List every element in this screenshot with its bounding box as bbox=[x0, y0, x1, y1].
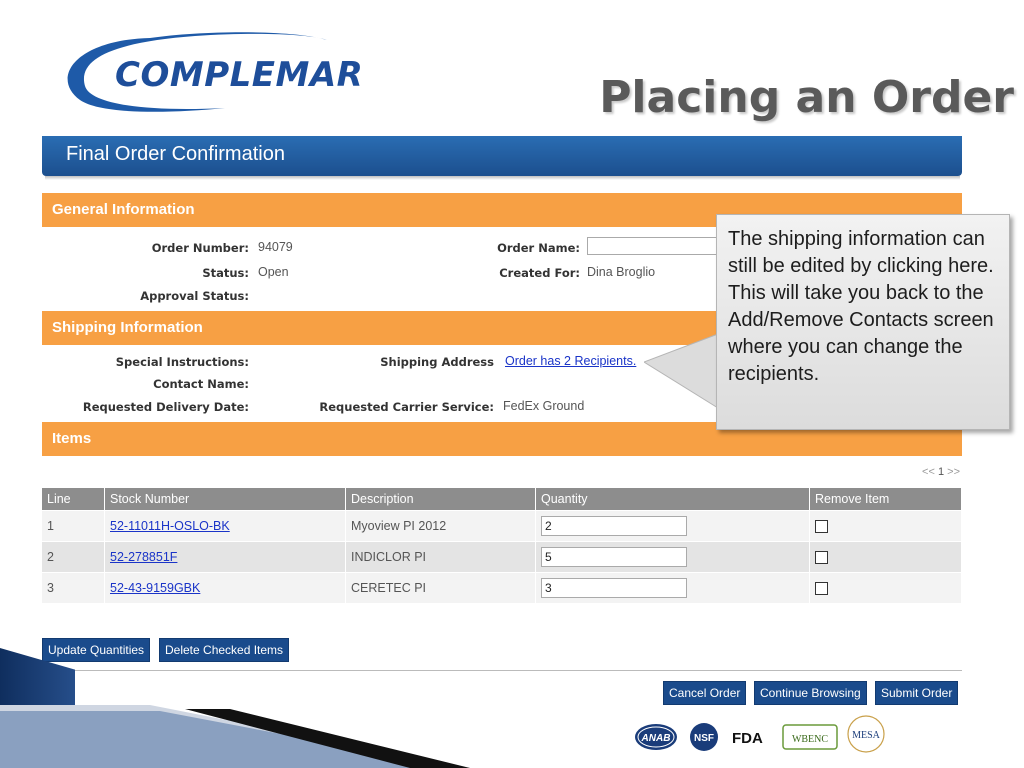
carrier-service-value: FedEx Ground bbox=[503, 399, 585, 413]
mesa-logo bbox=[846, 714, 886, 754]
order-name-label: Order Name: bbox=[497, 241, 580, 255]
special-instructions-label: Special Instructions: bbox=[115, 355, 249, 369]
remove-item-checkbox[interactable] bbox=[815, 582, 828, 595]
column-header-remove-item: Remove Item bbox=[810, 488, 962, 511]
pagination-next[interactable]: >> bbox=[947, 466, 960, 478]
callout-pointer bbox=[644, 330, 724, 410]
section-title: Shipping Information bbox=[52, 319, 203, 336]
fda-logo bbox=[730, 722, 774, 752]
logo-text: COMPLEMAR bbox=[115, 55, 364, 95]
fda-text: FDA bbox=[732, 730, 763, 747]
wbenc-logo bbox=[782, 722, 838, 752]
stock-number-link[interactable]: 52-278851F bbox=[110, 550, 178, 564]
quantity-input[interactable] bbox=[541, 578, 687, 598]
divider bbox=[42, 670, 962, 671]
nsf-text: NSF bbox=[694, 733, 714, 744]
decorative-stripe bbox=[0, 705, 470, 768]
delete-checked-items-button[interactable]: Delete Checked Items bbox=[159, 638, 289, 662]
column-header-line: Line bbox=[42, 488, 105, 511]
stock-number-link[interactable]: 52-11011H-OSLO-BK bbox=[110, 519, 230, 533]
pagination bbox=[922, 466, 960, 478]
cell-description: CERETEC PI bbox=[346, 573, 536, 604]
table-row bbox=[42, 573, 962, 604]
page-title: Final Order Confirmation bbox=[66, 143, 285, 165]
order-number-value: 94079 bbox=[258, 240, 293, 254]
mesa-text: MESA bbox=[852, 730, 880, 741]
remove-item-checkbox[interactable] bbox=[815, 520, 828, 533]
header-shadow bbox=[45, 176, 960, 180]
carrier-service-label: Requested Carrier Service: bbox=[319, 400, 494, 414]
status-value: Open bbox=[258, 265, 289, 279]
slide-title: Placing an Order bbox=[599, 72, 1014, 123]
order-name-input[interactable] bbox=[587, 237, 722, 255]
update-quantities-button[interactable]: Update Quantities bbox=[42, 638, 150, 662]
wbenc-text: WBENC bbox=[791, 734, 829, 745]
contact-name-label: Contact Name: bbox=[153, 377, 249, 391]
shipping-address-label: Shipping Address bbox=[380, 355, 494, 369]
approval-status-label: Approval Status: bbox=[140, 289, 249, 303]
section-title: Items bbox=[52, 430, 92, 447]
column-header-quantity: Quantity bbox=[536, 488, 810, 511]
table-row bbox=[42, 542, 962, 573]
cancel-order-button[interactable]: Cancel Order bbox=[663, 681, 746, 705]
items-table bbox=[42, 488, 962, 603]
nsf-logo bbox=[688, 722, 720, 752]
anab-text: ANAB bbox=[641, 733, 671, 744]
quantity-input[interactable] bbox=[541, 547, 687, 567]
quantity-input[interactable] bbox=[541, 516, 687, 536]
page-header-bar bbox=[42, 136, 962, 176]
callout-text: The shipping information can still be edited by clicking here. This will take you back to the Add/Remove Contacts screen where you can change the recipients. bbox=[728, 228, 994, 385]
status-label: Status: bbox=[202, 266, 249, 280]
requested-delivery-date-label: Requested Delivery Date: bbox=[82, 400, 249, 414]
pagination-current-page[interactable]: 1 bbox=[937, 466, 945, 478]
anab-logo bbox=[634, 722, 678, 752]
shipping-address-link[interactable]: Order has 2 Recipients. bbox=[505, 354, 637, 368]
continue-browsing-button[interactable]: Continue Browsing bbox=[754, 681, 867, 705]
cell-line: 2 bbox=[42, 542, 105, 573]
cell-line: 1 bbox=[42, 511, 105, 542]
cell-line: 3 bbox=[42, 573, 105, 604]
table-header-row bbox=[42, 488, 962, 511]
created-for-label: Created For: bbox=[499, 266, 580, 280]
column-header-description: Description bbox=[346, 488, 536, 511]
section-title: General Information bbox=[52, 201, 195, 218]
stock-number-link[interactable]: 52-43-9159GBK bbox=[110, 581, 201, 595]
column-header-stock-number: Stock Number bbox=[105, 488, 346, 511]
table-row bbox=[42, 511, 962, 542]
remove-item-checkbox[interactable] bbox=[815, 551, 828, 564]
cell-description: INDICLOR PI bbox=[346, 542, 536, 573]
pagination-prev[interactable]: << bbox=[922, 466, 935, 478]
cell-description: Myoview PI 2012 bbox=[346, 511, 536, 542]
order-number-label: Order Number: bbox=[151, 241, 249, 255]
submit-order-button[interactable]: Submit Order bbox=[875, 681, 958, 705]
created-for-value: Dina Broglio bbox=[587, 265, 656, 279]
